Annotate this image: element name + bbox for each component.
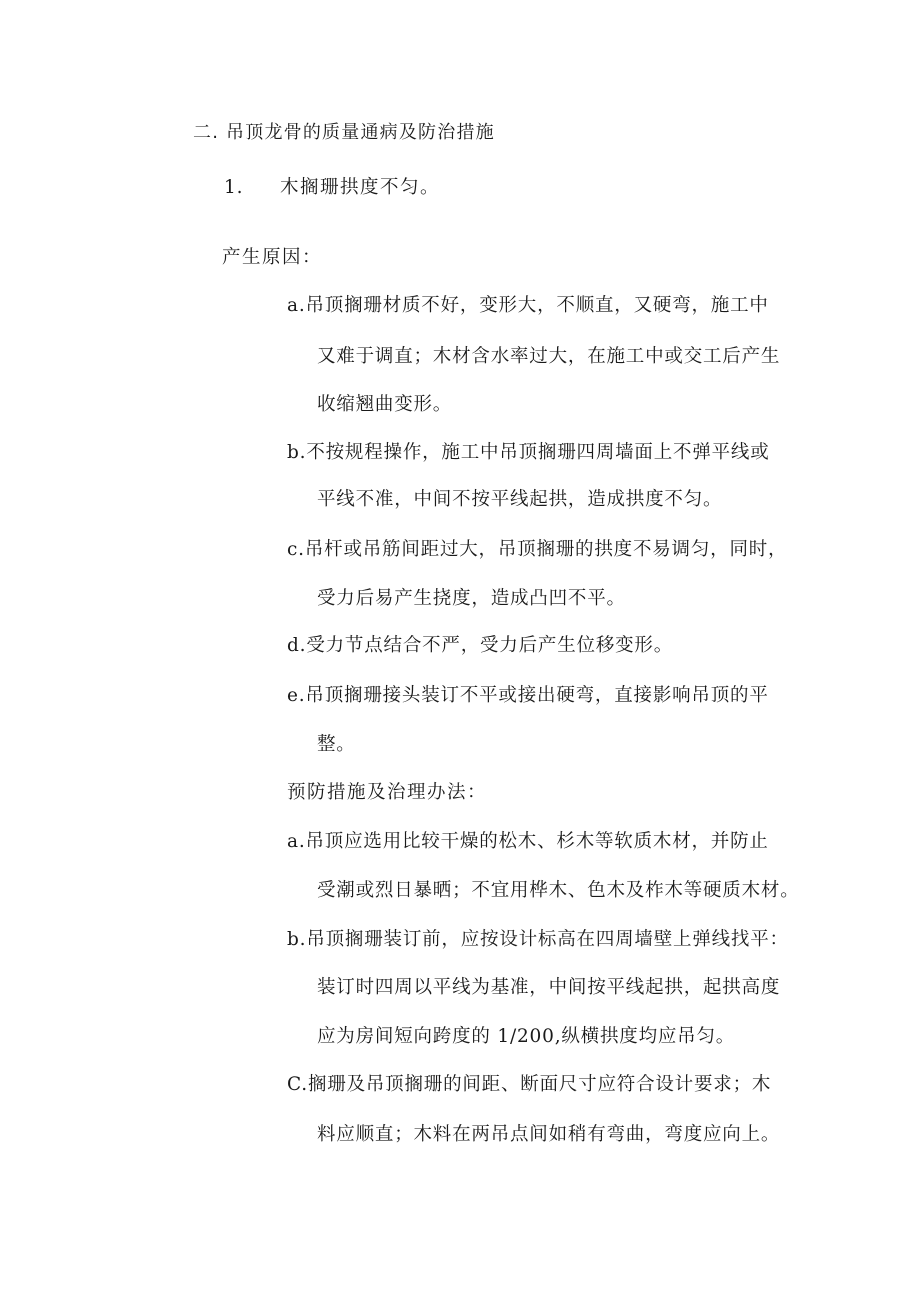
- cause-b-line-2: 平线不准，中间不按平线起拱，造成拱度不匀。: [317, 489, 723, 510]
- cause-e-line-1: e.吊顶搁珊接头装订不平或接出硬弯，直接影响吊顶的平: [287, 685, 769, 706]
- cause-e-line-2: 整。: [317, 734, 356, 755]
- measure-a-line-1: a.吊顶应选用比较干燥的松木、杉木等软质木材，并防止: [287, 831, 769, 852]
- section-heading: 二. 吊顶龙骨的质量通病及防治措施: [193, 122, 495, 143]
- measure-c-line-2: 料应顺直；木料在两吊点间如稍有弯曲，弯度应向上。: [317, 1124, 781, 1145]
- prevention-label: 预防措施及治理办法：: [287, 782, 488, 803]
- cause-d-line-1: d.受力节点结合不严，受力后产生位移变形。: [287, 635, 674, 656]
- cause-c-line-2: 受力后易产生挠度，造成凸凹不平。: [317, 588, 626, 609]
- cause-a-line-3: 收缩翘曲变形。: [317, 394, 453, 415]
- measure-b-line-2: 装订时四周以平线为基准，中间按平线起拱，起拱高度: [317, 977, 781, 998]
- cause-b-line-1: b.不按规程操作，施工中吊顶搁珊四周墙面上不弹平线或: [287, 442, 770, 463]
- measure-c-line-1: C.搁珊及吊顶搁珊的间距、断面尺寸应符合设计要求；木: [287, 1074, 772, 1095]
- cause-a-line-1: a.吊顶搁珊材质不好，变形大，不顺直，又硬弯，施工中: [287, 295, 769, 316]
- cause-a-line-2: 又难于调直；木材含水率过大，在施工中或交工后产生: [317, 346, 781, 367]
- cause-label: 产生原因：: [222, 247, 323, 268]
- measure-b-line-1: b.吊顶搁珊装订前，应按设计标高在四周墙壁上弹线找平：: [287, 929, 789, 950]
- item-title: 木搁珊拱度不匀。: [280, 177, 441, 198]
- measure-a-line-2: 受潮或烈日暴晒；不宜用桦木、色木及柞木等硬质木材。: [317, 880, 800, 901]
- item-number: 1.: [224, 177, 244, 198]
- cause-c-line-1: c.吊杆或吊筋间距过大，吊顶搁珊的拱度不易调匀，同时，: [287, 539, 788, 560]
- measure-b-line-3: 应为房间短向跨度的 1/200,纵横拱度均应吊匀。: [317, 1026, 736, 1047]
